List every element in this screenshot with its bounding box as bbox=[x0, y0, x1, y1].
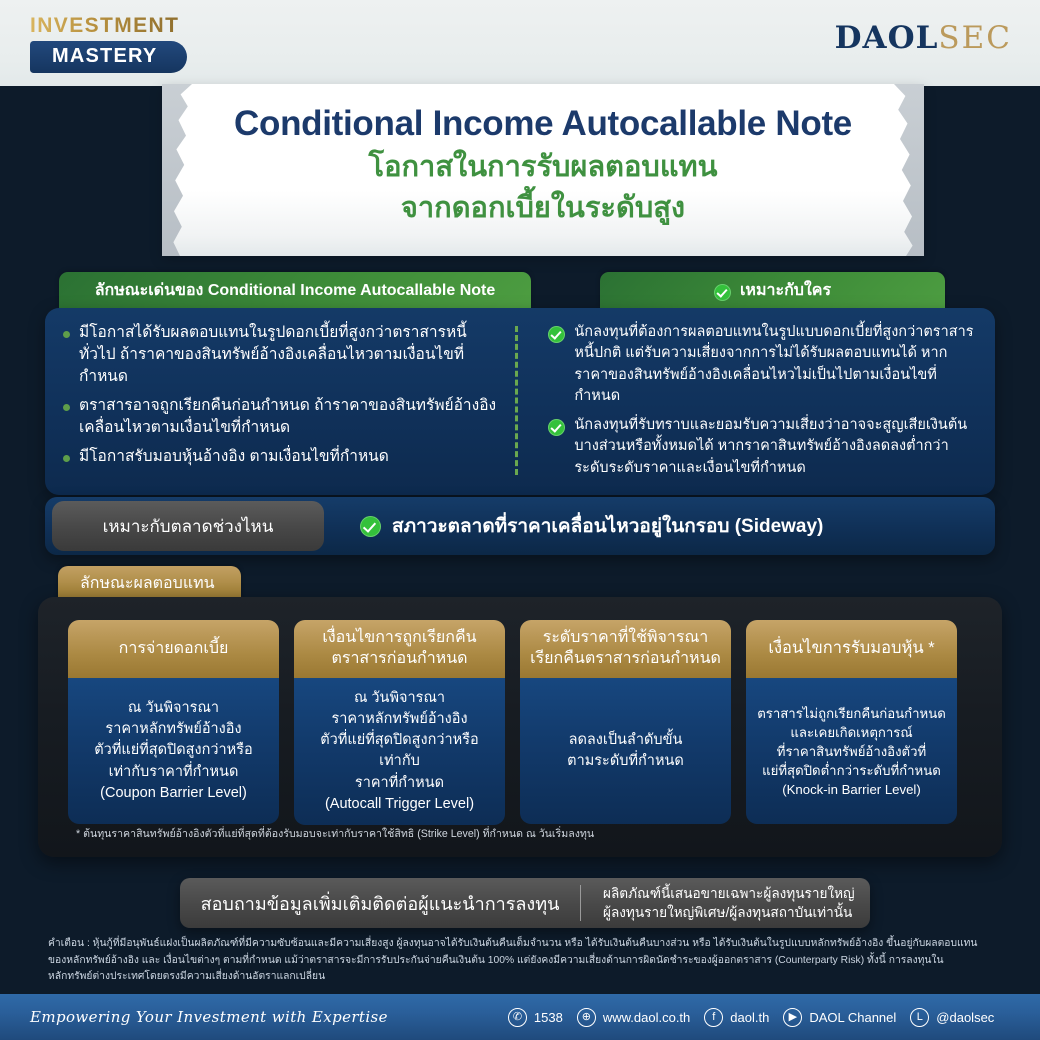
list-item bbox=[63, 322, 501, 388]
logo-mastery-badge: MASTERY bbox=[30, 41, 187, 73]
disclaimer-line-1: คำเตือน : หุ้นกู้ที่มีอนุพันธ์แฝงเป็นผลิตภัณฑ์ที่มีความซับซ้อนและมีความเสี่ยงสูง ผู้ลงทุนอาจได้รับเงินต้นคืนเต็มจำนวน หรือ ได้รับเงินต้นคืนบางส่วน หรือ ได้รับเงินต้นในรูปแบบหลักทรัพย์อ้างอิง ขึ้นอยู่กับผลตอบแทน bbox=[48, 938, 978, 949]
bullet-dot-icon bbox=[63, 404, 70, 411]
market-condition-value-group bbox=[360, 511, 823, 541]
footer-facebook[interactable] bbox=[704, 1008, 769, 1027]
returns-column-body: ณ วันพิจารณา ราคาหลักทรัพย์อ้างอิง ตัวที่แย่ที่สุดปิดสูงกว่าหรือเท่ากับ ราคาที่กำหนด (Autocall Trigger Level) bbox=[294, 678, 505, 825]
returns-column-header: การจ่ายดอกเบี้ย bbox=[68, 620, 279, 678]
list-item bbox=[548, 415, 977, 479]
features-right-header-label: เหมาะกับใคร bbox=[739, 281, 832, 299]
returns-section-body bbox=[38, 597, 1002, 857]
contact-prompt: สอบถามข้อมูลเพิ่มเติมติดต่อผู้แนะนำการลงทุน bbox=[200, 893, 560, 914]
globe-icon: ⊕ bbox=[577, 1008, 596, 1027]
footer-facebook-label: daol.th bbox=[730, 1009, 770, 1025]
returns-section-tab: ลักษณะผลตอบแทน bbox=[58, 566, 241, 602]
list-item bbox=[63, 446, 501, 468]
features-section bbox=[45, 272, 995, 495]
footer-youtube[interactable] bbox=[783, 1008, 896, 1027]
returns-column-body: ตราสารไม่ถูกเรียกคืนก่อนกำหนด และเคยเกิดเหตุการณ์ ที่ราคาสินทรัพย์อ้างอิงตัวที่ แย่ที่สุดปิดต่ำกว่าระดับที่กำหนด (Knock-in Barrier Level) bbox=[746, 678, 957, 824]
eligibility-line-1: ผลิตภัณฑ์นี้เสนอขายเฉพาะผู้ลงทุนรายใหญ่ bbox=[603, 885, 855, 901]
bullet-dot-icon bbox=[63, 455, 70, 462]
footer-tagline: Empowering Your Investment with Expertise bbox=[30, 1008, 388, 1026]
returns-column-body: ณ วันพิจารณา ราคาหลักทรัพย์อ้างอิง ตัวที่แย่ที่สุดปิดสูงกว่าหรือ เท่ากับราคาที่กำหนด (Coupon Barrier Level) bbox=[68, 678, 279, 824]
footer-phone-label: 1538 bbox=[533, 1009, 563, 1025]
features-headers bbox=[45, 272, 995, 308]
daol-sec-logo bbox=[835, 20, 1012, 56]
returns-column-header: ระดับราคาที่ใช้พิจารณา เรียกคืนตราสารก่อนกำหนด bbox=[520, 620, 731, 678]
footer-bar bbox=[0, 994, 1040, 1040]
page-title: Conditional Income Autocallable Note bbox=[234, 104, 852, 143]
torn-edge-right-icon bbox=[894, 84, 924, 256]
youtube-icon: ▶ bbox=[783, 1008, 802, 1027]
check-circle-icon bbox=[360, 516, 381, 537]
page-subtitle-line2: จากดอกเบี้ยในระดับสูง bbox=[400, 192, 686, 225]
torn-edge-left-icon bbox=[162, 84, 192, 256]
audience-bullet-text: นักลงทุนที่ต้องการผลตอบแทนในรูปแบบดอกเบี้ยที่สูงกว่าตราสารหนี้ปกติ แต่รับความเสี่ยงจากการไม่ได้รับผลตอบแทนได้ หากราคาของสินทรัพย์อ้างอิงเคลื่อนไหวไม่เป็นไปตามเงื่อนไขที่กำหนด bbox=[574, 324, 974, 405]
disclaimer-line-3: หลักทรัพย์ต่างประเทศโดยตรงมีความเสี่ยงด้านอัตราแลกเปลี่ยน bbox=[48, 971, 326, 983]
list-item bbox=[63, 395, 501, 439]
returns-column-autocall bbox=[294, 620, 505, 825]
footer-website[interactable] bbox=[577, 1008, 690, 1027]
returns-footnote: * ต้นทุนราคาสินทรัพย์อ้างอิงตัวที่แย่ที่สุดที่ต้องรับมอบจะเท่ากับราคาใช้สิทธิ (Strike Level) ที่กำหนด ณ วันเริ่มลงทุน bbox=[76, 828, 595, 840]
returns-column-header: เงื่อนไขการรับมอบหุ้น * bbox=[746, 620, 957, 678]
disclaimer bbox=[48, 936, 998, 986]
returns-columns bbox=[68, 620, 957, 825]
features-body bbox=[45, 308, 995, 495]
features-left-column bbox=[63, 322, 515, 479]
list-item bbox=[548, 322, 977, 408]
footer-line[interactable] bbox=[910, 1008, 994, 1027]
top-bar bbox=[0, 0, 1040, 86]
phone-icon: ✆ bbox=[508, 1008, 527, 1027]
footer-youtube-label: DAOL Channel bbox=[809, 1009, 897, 1025]
footer-contact-items bbox=[508, 1008, 994, 1027]
check-circle-icon bbox=[714, 284, 731, 301]
page-subtitle-line1: โอกาสในการรับผลตอบแทน bbox=[368, 150, 718, 183]
market-condition-bar bbox=[45, 497, 995, 555]
features-right-column bbox=[526, 322, 977, 479]
check-circle-icon bbox=[548, 326, 565, 343]
features-right-header bbox=[600, 272, 945, 308]
check-circle-icon bbox=[548, 419, 565, 436]
footer-website-label: www.daol.co.th bbox=[602, 1009, 691, 1025]
market-condition-label: เหมาะกับตลาดช่วงไหน bbox=[52, 501, 324, 551]
footer-line-label: @daolsec bbox=[936, 1009, 995, 1025]
footer-phone[interactable] bbox=[508, 1008, 563, 1027]
feature-bullet-text: ตราสารอาจถูกเรียกคืนก่อนกำหนด ถ้าราคาของสินทรัพย์อ้างอิงเคลื่อนไหวตามเงื่อนไขที่กำหนด bbox=[79, 397, 497, 436]
market-condition-value: สภาวะตลาดที่ราคาเคลื่อนไหวอยู่ในกรอบ (Sideway) bbox=[392, 516, 824, 537]
logo-sec-word: SEC bbox=[938, 20, 1012, 56]
eligibility-line-2: ผู้ลงทุนรายใหญ่พิเศษ/ผู้ลงทุนสถาบันเท่านั้น bbox=[603, 905, 853, 920]
returns-column-knockin bbox=[746, 620, 957, 825]
disclaimer-line-2: ของหลักทรัพย์อ้างอิง และ เงื่อนไขต่างๆ ตามที่กำหนด แม้ว่าตราสารจะมีการรับประกันจ่ายคืนเงินต้น 100% แต่ยังคงมีความเสี่ยงด้านการผิดนัดชำระของผู้ออกตราสาร (Counterparty Risk) ทั้งนี้ การลงทุนใน bbox=[48, 954, 944, 966]
contact-eligibility bbox=[581, 884, 870, 922]
returns-column-body: ลดลงเป็นลำดับขั้น ตามระดับที่กำหนด bbox=[520, 678, 731, 824]
vertical-dashed-divider bbox=[515, 326, 518, 475]
logo-investment-word: INVESTMENT bbox=[30, 14, 187, 38]
bullet-dot-icon bbox=[63, 331, 70, 338]
features-left-header: ลักษณะเด่นของ Conditional Income Autocallable Note bbox=[59, 272, 531, 308]
returns-column-trigger-level bbox=[520, 620, 731, 825]
returns-column-coupon bbox=[68, 620, 279, 825]
hero-banner bbox=[162, 84, 924, 256]
feature-bullet-text: มีโอกาสได้รับผลตอบแทนในรูปดอกเบี้ยที่สูงกว่าตราสารหนี้ทั่วไป ถ้าราคาของสินทรัพย์อ้างอิงเคลื่อนไหวตามเงื่อนไขที่กำหนด bbox=[79, 324, 467, 385]
facebook-icon: f bbox=[704, 1008, 723, 1027]
audience-bullet-text: นักลงทุนที่รับทราบและยอมรับความเสี่ยงว่าอาจจะสูญเสียเงินต้นบางส่วนหรือทั้งหมดได้ หากราคาสินทรัพย์อ้างอิงลดลงต่ำกว่าระดับระดับราคาและเงื่อนไขที่กำหนด bbox=[574, 416, 968, 476]
returns-column-header: เงื่อนไขการถูกเรียกคืน ตราสารก่อนกำหนด bbox=[294, 620, 505, 678]
investment-mastery-logo bbox=[30, 14, 187, 73]
line-icon: L bbox=[910, 1008, 929, 1027]
feature-bullet-text: มีโอกาสรับมอบหุ้นอ้างอิง ตามเงื่อนไขที่กำหนด bbox=[79, 448, 389, 465]
contact-bar bbox=[180, 878, 870, 928]
logo-daol-word: DAOL bbox=[834, 20, 939, 56]
